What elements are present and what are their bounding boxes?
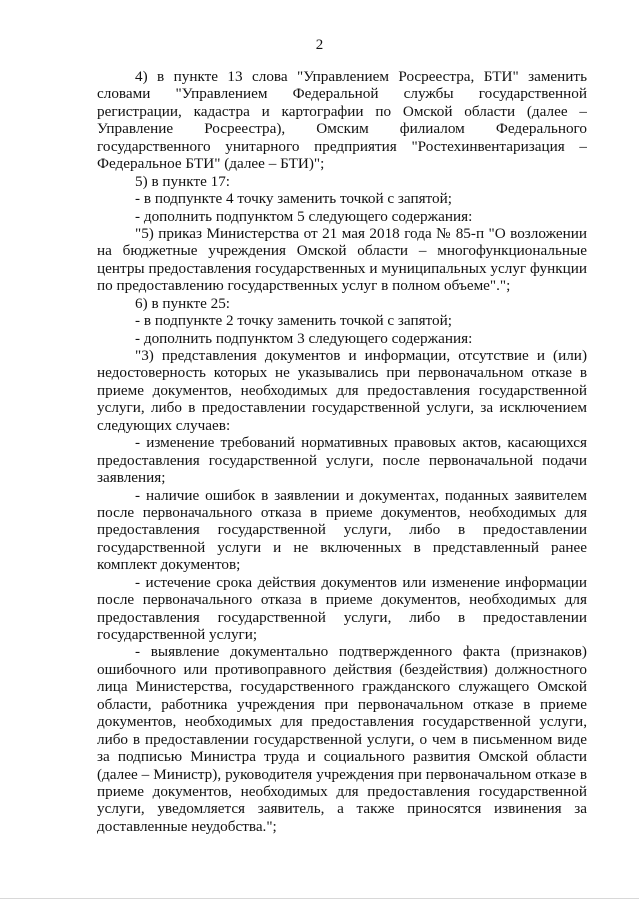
text-line: по предоставлению государственных услуг в полном объеме"."; <box>97 277 511 295</box>
text-line: предоставления государственной услуги, после первоначальной подачи <box>97 451 587 469</box>
text-line: приеме документов, необходимых для предоставления государственной <box>97 381 587 399</box>
text-line: предоставления государственной услуги, либо в предоставлении <box>97 521 587 539</box>
text-line: услуги, либо в предоставлении государственной услуги, за исключением <box>97 399 587 417</box>
scan-edge-line <box>0 898 639 899</box>
text-line: доставленные неудобства."; <box>97 817 277 835</box>
text-line: регистрации, кадастра и картографии по Омской области (далее – <box>97 102 587 120</box>
text-line: приеме документов, необходимых для предоставления государственной <box>97 782 587 800</box>
text-line: центры предоставления государственных и муниципальных услуг функции <box>97 259 587 277</box>
text-line: - дополнить подпунктом 5 следующего содержания: <box>135 207 473 225</box>
text-line: "5) приказ Министерства от 21 мая 2018 года № 85-п "О возложении <box>135 224 587 242</box>
text-line: после первоначального отказа в приеме документов, необходимых для <box>97 591 587 609</box>
text-line: недостоверность которых не указывались при первоначальном отказе в <box>97 364 587 382</box>
text-line: заявления; <box>97 469 166 487</box>
text-line: государственной услуги; <box>97 626 258 643</box>
text-line: - изменение требований нормативных правовых актов, касающихся <box>135 434 587 452</box>
page-number: 2 <box>315 37 324 53</box>
text-line: Федеральное БТИ" (далее – БТИ)"; <box>97 155 325 173</box>
text-line: - в подпункте 2 точку заменить точкой с запятой; <box>135 312 452 330</box>
text-line: - в подпункте 4 точку заменить точкой с запятой; <box>135 190 452 208</box>
text-line: 4) в пункте 13 слова "Управлением Росреестра, БТИ" заменить <box>135 68 587 85</box>
text-line: - истечение срока действия документов или изменение информации <box>135 573 587 591</box>
text-line: - наличие ошибок в заявлении и документах, поданных заявителем <box>135 486 587 504</box>
text-line: документов, необходимых для предоставления государственной услуги, <box>97 713 587 731</box>
text-line: - выявление документально подтвержденного факта (признаков) <box>135 643 587 661</box>
text-line: Управление Росреестра), Омским филиалом Федерального <box>97 120 587 138</box>
text-line: следующих случаев: <box>97 416 231 434</box>
text-line: за подписью Министра труда и социального развития Омской области <box>97 748 587 766</box>
text-line: ошибочного или противоправного действия (бездействия) должностного <box>97 660 587 678</box>
text-line: лица Министерства, государственного гражданского служащего Омской <box>97 678 587 696</box>
text-line: (далее – Министр), руководителя учреждения при первоначальном отказе в <box>97 765 587 783</box>
text-line: на бюджетные учреждения Омской области – многофункциональные <box>97 242 587 260</box>
text-line: после первоначального отказа в приеме документов, необходимых для <box>97 503 587 521</box>
text-line: предоставления государственной услуги, либо в предоставлении <box>97 608 587 626</box>
text-line: "3) представления документов и информации, отсутствие и (или) <box>135 347 587 364</box>
text-line: 5) в пункте 17: <box>135 172 231 190</box>
text-line: словами "Управлением Федеральной службы государственной <box>97 85 587 103</box>
text-line: услуги, уведомляется заявитель, а также приносятся извинения за <box>97 800 587 818</box>
text-line: государственной услуги и не включенных в представленный ранее <box>97 538 587 556</box>
text-line: - дополнить подпунктом 3 следующего содержания: <box>135 329 473 347</box>
text-line: комплект документов; <box>97 556 241 574</box>
text-line: государственного унитарного предприятия "Ростехинвентаризация – <box>97 137 587 155</box>
text-line: 6) в пункте 25: <box>135 294 231 312</box>
document-body <box>97 68 587 835</box>
text-line: либо в предоставлении государственной услуги, о чем в письменном виде <box>97 730 587 748</box>
text-line: области, работника учреждения при первоначальном отказе в приеме <box>97 695 587 713</box>
